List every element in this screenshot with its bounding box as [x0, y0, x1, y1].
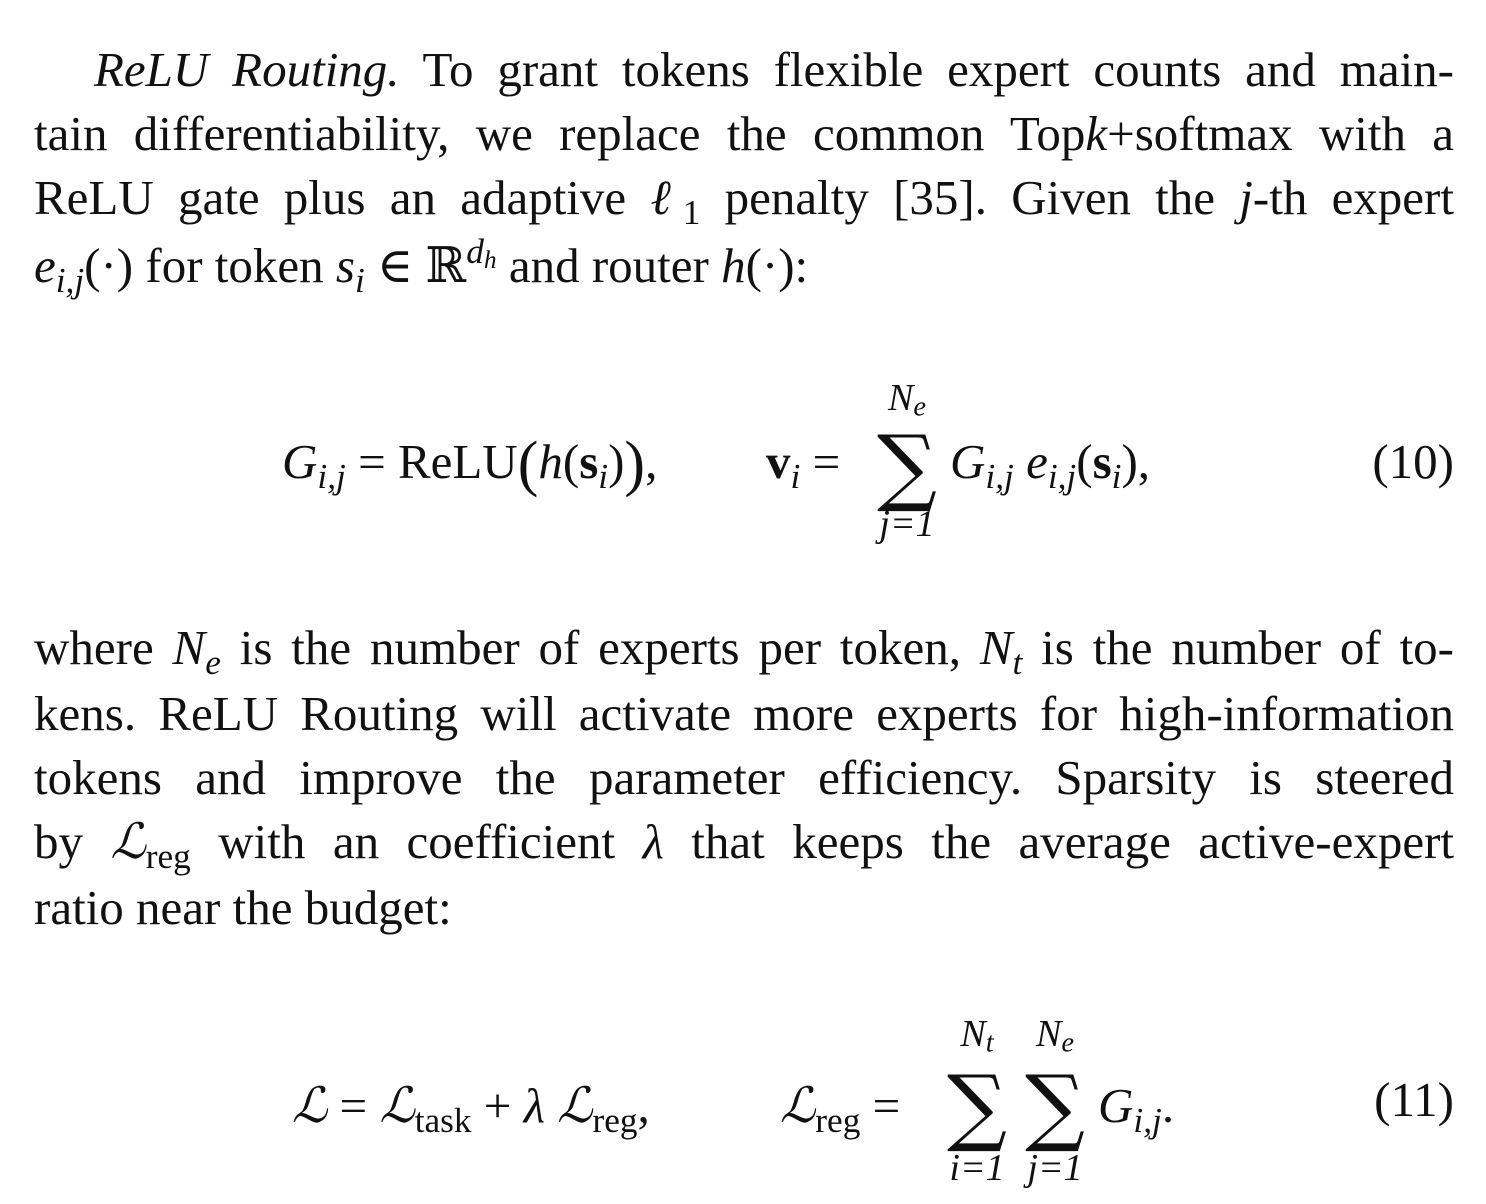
paragraph2-line4: by ℒ$_{reg}$ with an coefficient λ that keeps the average active-expert [34, 813, 1455, 876]
sum-upper-limit: Ne [887, 377, 926, 423]
sum-j-upper-limit: Ne [1035, 1013, 1074, 1059]
equation-10-rhs: $G_{i,j}$ $e_{i,j}(s_i)$, [950, 434, 1151, 496]
sum-i-lower-limit: i=1 [949, 1146, 1005, 1189]
dh-superscript: dh [466, 231, 497, 274]
paragraph2-line3: tokens and improve the parameter efficiency. Sparsity is steered [34, 750, 1454, 805]
sum-i-upper-limit: Nt [960, 1013, 994, 1059]
sum-lower-limit: j=1 [879, 502, 935, 545]
equation-11-loss: ℒ = ℒ$_{task}$ + λ ℒ$_{reg}$, [292, 1077, 650, 1140]
relu-routing-heading: ReLU Routing. [94, 42, 400, 97]
equation-11-rhs: $G_{i,j}$. [1098, 1078, 1175, 1140]
paragraph1-line3: ReLU gate plus an adaptive ℓ$_1$ penalty [35]. Given the j-th expert [34, 170, 1454, 232]
paragraph1-line4: $e_{i,j}(\cdot)$ for token $s_i$ ∈ ℝ$^{dh}$ and router h(·): [34, 231, 809, 300]
paragraph1-line2: tain differentiability, we replace the common Topk+softmax with a [34, 106, 1454, 161]
sigma-symbol: ∑ [1025, 1056, 1085, 1155]
paragraph1-line1: ReLU Routing. To grant tokens flexible expert counts and main- [94, 42, 1454, 97]
paragraph2-line2: kens. ReLU Routing will activate more experts for high-information [34, 686, 1454, 741]
equation-11-lreg: ℒ$_{reg}$ = [780, 1077, 901, 1140]
equation-10-lhs: $G_{i,j}$ = $ReLU(h(s_i))$, [282, 430, 658, 498]
equation-10-vi: $v_i$ = [766, 434, 841, 496]
equation-11-number: (11) [1374, 1072, 1454, 1127]
sigma-symbol: ∑ [947, 1056, 1007, 1155]
equation-10-sum [872, 376, 942, 546]
paragraph2-line5: ratio near the budget: [34, 880, 452, 935]
equation-10-number: (10) [1372, 434, 1454, 489]
equation-11-sum-i [940, 1008, 1014, 1194]
paragraph2-line1: where $N_e$ is the number of experts per token, $N_t$ is the number of to- [34, 620, 1454, 682]
equation-11-sum-j [1018, 1008, 1092, 1194]
sigma-symbol: ∑ [877, 416, 937, 515]
sum-j-lower-limit: j=1 [1027, 1146, 1083, 1189]
